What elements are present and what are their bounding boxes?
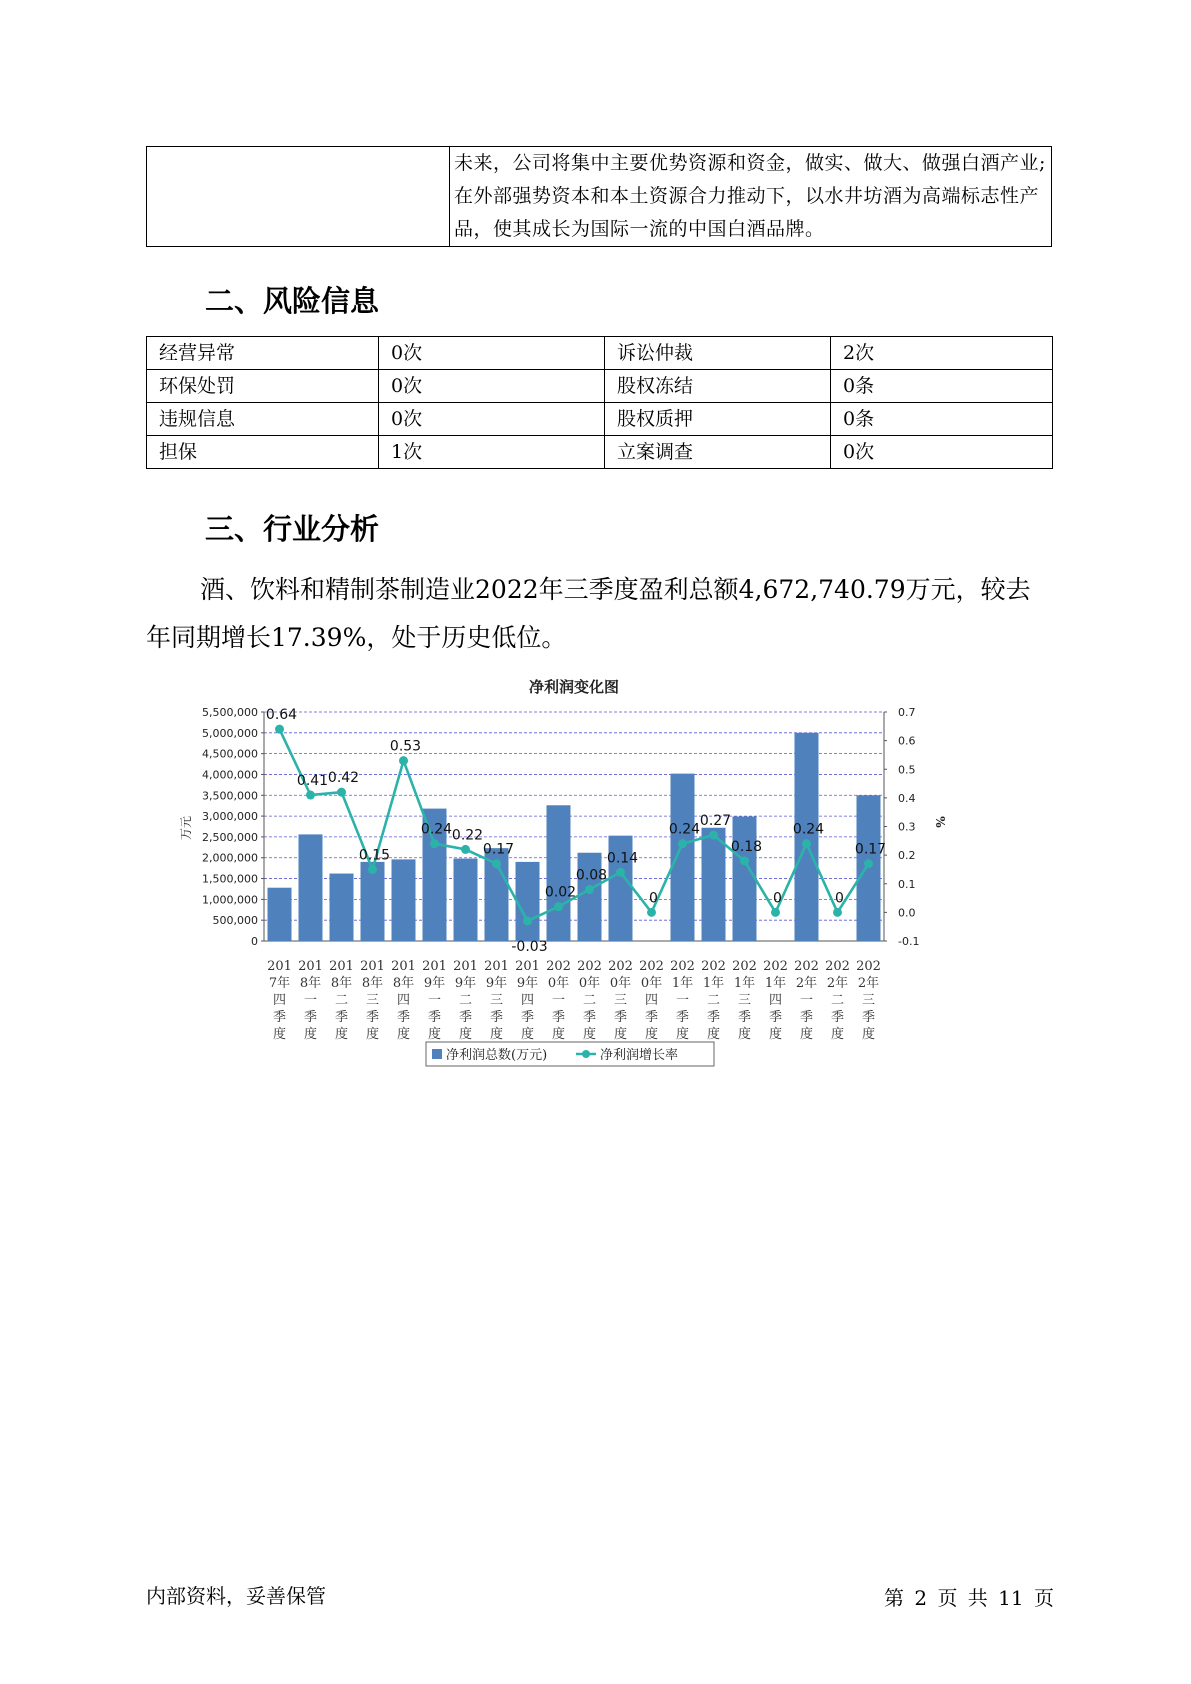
data-label: 0.22	[451, 827, 484, 844]
risk-item-value: 1次	[379, 436, 605, 469]
growth-rate-point	[306, 791, 315, 800]
x-tick-label: 8年	[330, 976, 353, 991]
growth-rate-point	[585, 885, 594, 894]
x-tick-label: 202	[825, 959, 850, 974]
y2-tick-label: 0.5	[898, 763, 916, 777]
x-tick-label: 度	[551, 1027, 566, 1042]
x-tick-label: 202	[732, 959, 757, 974]
growth-rate-point	[616, 868, 625, 877]
chart-bar	[299, 834, 323, 941]
growth-rate-point	[554, 902, 563, 911]
growth-rate-point	[430, 839, 439, 848]
growth-rate-point	[399, 756, 408, 765]
x-tick-label: 度	[520, 1027, 535, 1042]
risk-item-label: 诉讼仲裁	[605, 337, 831, 370]
x-tick-label: 度	[489, 1027, 504, 1042]
risk-section-title: 二、风险信息	[205, 284, 380, 318]
x-tick-label: 季	[272, 1010, 287, 1025]
data-label: 0.24	[668, 821, 701, 838]
risk-item-value: 0次	[379, 403, 605, 436]
chart-bar	[578, 853, 602, 941]
chart-bar	[330, 874, 354, 941]
x-tick-label: 四	[396, 993, 411, 1008]
growth-rate-point	[492, 859, 501, 868]
y-tick-label: 4,000,000	[202, 768, 258, 782]
x-tick-label: 201	[422, 959, 447, 974]
risk-row	[147, 403, 1053, 436]
x-tick-label: 四	[272, 993, 287, 1008]
growth-rate-point	[275, 725, 284, 734]
growth-rate-point	[864, 859, 873, 868]
x-tick-label: 季	[334, 1010, 349, 1025]
data-label: 0.24	[792, 821, 825, 838]
data-label: 0.14	[606, 850, 639, 867]
x-tick-label: 度	[644, 1027, 659, 1042]
x-tick-label: 度	[861, 1027, 876, 1042]
y2-tick-label: 0.4	[898, 791, 916, 805]
risk-item-label: 环保处罚	[147, 370, 379, 403]
x-tick-label: 201	[391, 959, 416, 974]
x-tick-label: 季	[613, 1010, 628, 1025]
chart-bar	[733, 817, 757, 941]
x-tick-label: 0年	[609, 976, 632, 991]
x-tick-label: 202	[546, 959, 571, 974]
x-tick-label: 三	[861, 993, 876, 1008]
x-tick-label: 季	[861, 1010, 876, 1025]
x-tick-label: 202	[794, 959, 819, 974]
y2-tick-label: 0.6	[898, 734, 916, 748]
x-tick-label: 8年	[392, 976, 415, 991]
x-tick-label: 202	[670, 959, 695, 974]
x-tick-label: 度	[396, 1027, 411, 1042]
industry-text: 酒、饮料和精制茶制造业2022年三季度盈利总额4,672,740.79万元，较去年同期增长17.39%，处于历史低位。	[146, 575, 1031, 652]
industry-section-title: 三、行业分析	[205, 512, 380, 546]
risk-row	[147, 337, 1053, 370]
y2-tick-label: 0.0	[898, 906, 916, 920]
x-tick-label: 201	[267, 959, 292, 974]
risk-table	[146, 336, 1053, 469]
x-tick-label: 季	[489, 1010, 504, 1025]
x-tick-label: 201	[484, 959, 509, 974]
x-tick-label: 季	[830, 1010, 845, 1025]
data-label: -0.03	[511, 938, 548, 955]
y2-axis-label: %	[933, 816, 947, 828]
x-tick-label: 四	[644, 993, 659, 1008]
y-tick-label: 4,500,000	[202, 747, 258, 761]
data-label: 0.24	[420, 821, 453, 838]
risk-item-label: 股权冻结	[605, 370, 831, 403]
risk-row	[147, 370, 1053, 403]
chart-bar	[547, 805, 571, 941]
data-label: 0.53	[389, 738, 422, 755]
growth-rate-point	[337, 788, 346, 797]
x-tick-label: 三	[489, 993, 504, 1008]
y2-tick-label: 0.7	[898, 706, 916, 719]
intro-text-cell: 未来，公司将集中主要优势资源和资金，做实、做大、做强白酒产业;在外部强势资本和本土资源合力推动下，以水井坊酒为高端标志性产品，使其成长为国际一流的中国白酒品牌。	[450, 147, 1052, 247]
data-label: 0.41	[296, 773, 329, 790]
x-tick-label: 季	[458, 1010, 473, 1025]
data-label: 0.42	[327, 770, 360, 787]
y-tick-label: 500,000	[212, 914, 258, 928]
x-tick-label: 202	[577, 959, 602, 974]
y2-tick-label: -0.1	[898, 935, 920, 948]
x-tick-label: 二	[706, 993, 721, 1008]
x-tick-label: 季	[427, 1010, 442, 1025]
y-tick-label: 1,500,000	[202, 872, 258, 886]
data-label: 0.64	[265, 707, 298, 724]
risk-item-value: 0次	[831, 436, 1053, 469]
x-tick-label: 2年	[795, 976, 818, 991]
x-tick-label: 度	[365, 1027, 380, 1042]
x-tick-label: 三	[613, 993, 628, 1008]
x-tick-label: 季	[582, 1010, 597, 1025]
x-tick-label: 8年	[299, 976, 322, 991]
risk-item-label: 违规信息	[147, 403, 379, 436]
x-tick-label: 9年	[423, 976, 446, 991]
data-label: 0.15	[358, 847, 391, 864]
x-tick-label: 1年	[702, 976, 725, 991]
chart-bar	[516, 862, 540, 941]
x-tick-label: 二	[582, 993, 597, 1008]
x-tick-label: 度	[613, 1027, 628, 1042]
chart-bar	[268, 888, 292, 941]
y-tick-label: 1,000,000	[202, 893, 258, 907]
risk-item-label: 担保	[147, 436, 379, 469]
data-label: 0.08	[575, 867, 608, 884]
x-tick-label: 9年	[516, 976, 539, 991]
data-label: 0.02	[544, 884, 577, 901]
x-tick-label: 1年	[671, 976, 694, 991]
x-tick-label: 季	[551, 1010, 566, 1025]
x-tick-label: 度	[706, 1027, 721, 1042]
risk-item-value: 0条	[831, 403, 1053, 436]
x-tick-label: 202	[608, 959, 633, 974]
chart-bar	[392, 859, 416, 941]
x-tick-label: 度	[675, 1027, 690, 1042]
data-label: 0	[773, 890, 782, 907]
x-tick-label: 季	[768, 1010, 783, 1025]
x-tick-label: 季	[520, 1010, 535, 1025]
x-tick-label: 一	[427, 993, 442, 1008]
x-tick-label: 度	[334, 1027, 349, 1042]
x-tick-label: 1年	[733, 976, 756, 991]
growth-rate-point	[461, 845, 470, 854]
growth-rate-point	[523, 916, 532, 925]
data-label: 0.27	[699, 813, 732, 830]
x-tick-label: 度	[768, 1027, 783, 1042]
x-tick-label: 7年	[268, 976, 291, 991]
x-tick-label: 四	[520, 993, 535, 1008]
x-tick-label: 201	[329, 959, 354, 974]
risk-row	[147, 436, 1053, 469]
risk-item-value: 0次	[379, 337, 605, 370]
x-tick-label: 度	[799, 1027, 814, 1042]
x-tick-label: 度	[582, 1027, 597, 1042]
y-tick-label: 3,000,000	[202, 810, 258, 824]
x-tick-label: 季	[706, 1010, 721, 1025]
growth-rate-point	[709, 831, 718, 840]
page-number: 第 2 页 共 11 页	[884, 1586, 1054, 1610]
risk-item-value: 2次	[831, 337, 1053, 370]
data-label: 0.17	[854, 841, 887, 858]
x-tick-label: 0年	[640, 976, 663, 991]
y2-tick-label: 0.1	[898, 877, 916, 891]
risk-item-value: 0次	[379, 370, 605, 403]
legend-line-label: 净利润增长率	[600, 1048, 679, 1063]
x-tick-label: 201	[298, 959, 323, 974]
x-tick-label: 四	[768, 993, 783, 1008]
x-tick-label: 2年	[857, 976, 880, 991]
growth-rate-point	[368, 865, 377, 874]
x-tick-label: 一	[303, 993, 318, 1008]
intro-table	[146, 146, 1052, 247]
x-tick-label: 二	[458, 993, 473, 1008]
x-tick-label: 度	[830, 1027, 845, 1042]
y-tick-label: 2,500,000	[202, 830, 258, 844]
legend-bar-label: 净利润总数(万元)	[446, 1048, 548, 1063]
growth-rate-point	[833, 908, 842, 917]
risk-item-label: 经营异常	[147, 337, 379, 370]
intro-label-cell	[147, 147, 450, 247]
x-tick-label: 季	[644, 1010, 659, 1025]
growth-rate-point	[647, 908, 656, 917]
industry-paragraph	[146, 566, 1052, 662]
y-tick-label: 5,500,000	[202, 706, 258, 719]
x-tick-label: 度	[737, 1027, 752, 1042]
x-tick-label: 季	[303, 1010, 318, 1025]
x-tick-label: 201	[515, 959, 540, 974]
net-profit-chart	[179, 678, 1006, 1140]
growth-rate-point	[678, 839, 687, 848]
x-tick-label: 一	[675, 993, 690, 1008]
legend-line-marker	[582, 1050, 590, 1058]
x-tick-label: 一	[799, 993, 814, 1008]
y-axis-label: 万元	[179, 815, 193, 841]
y2-tick-label: 0.3	[898, 820, 916, 834]
chart-bar	[702, 828, 726, 941]
x-tick-label: 202	[701, 959, 726, 974]
x-tick-label: 季	[737, 1010, 752, 1025]
y-tick-label: 2,000,000	[202, 851, 258, 865]
x-tick-label: 度	[303, 1027, 318, 1042]
y-tick-label: 5,000,000	[202, 726, 258, 740]
x-tick-label: 0年	[547, 976, 570, 991]
y2-tick-label: 0.2	[898, 849, 916, 863]
x-tick-label: 季	[675, 1010, 690, 1025]
x-tick-label: 202	[856, 959, 881, 974]
y-tick-label: 3,500,000	[202, 789, 258, 803]
legend-bar-swatch	[432, 1049, 442, 1059]
x-tick-label: 9年	[485, 976, 508, 991]
x-tick-label: 一	[551, 993, 566, 1008]
risk-item-label: 立案调查	[605, 436, 831, 469]
risk-item-label: 股权质押	[605, 403, 831, 436]
x-tick-label: 三	[365, 993, 380, 1008]
data-label: 0	[835, 890, 844, 907]
x-tick-label: 9年	[454, 976, 477, 991]
growth-rate-point	[802, 839, 811, 848]
x-tick-label: 度	[427, 1027, 442, 1042]
footer-note: 内部资料，妥善保管	[146, 1584, 326, 1608]
x-tick-label: 1年	[764, 976, 787, 991]
x-tick-label: 季	[799, 1010, 814, 1025]
chart-bar	[671, 774, 695, 941]
data-label: 0	[649, 890, 658, 907]
x-tick-label: 度	[272, 1027, 287, 1042]
x-tick-label: 202	[639, 959, 664, 974]
x-tick-label: 8年	[361, 976, 384, 991]
x-tick-label: 201	[453, 959, 478, 974]
x-tick-label: 季	[396, 1010, 411, 1025]
x-tick-label: 三	[737, 993, 752, 1008]
data-label: 0.17	[482, 841, 515, 858]
y-tick-label: 0	[251, 935, 258, 948]
x-tick-label: 季	[365, 1010, 380, 1025]
data-label: 0.18	[730, 838, 763, 855]
risk-item-value: 0条	[831, 370, 1053, 403]
x-tick-label: 度	[458, 1027, 473, 1042]
x-tick-label: 2年	[826, 976, 849, 991]
x-tick-label: 202	[763, 959, 788, 974]
chart-bar	[454, 859, 478, 941]
chart-title: 净利润变化图	[528, 678, 620, 696]
x-tick-label: 二	[830, 993, 845, 1008]
x-tick-label: 0年	[578, 976, 601, 991]
growth-rate-point	[771, 908, 780, 917]
x-tick-label: 二	[334, 993, 349, 1008]
growth-rate-point	[740, 856, 749, 865]
x-tick-label: 201	[360, 959, 385, 974]
